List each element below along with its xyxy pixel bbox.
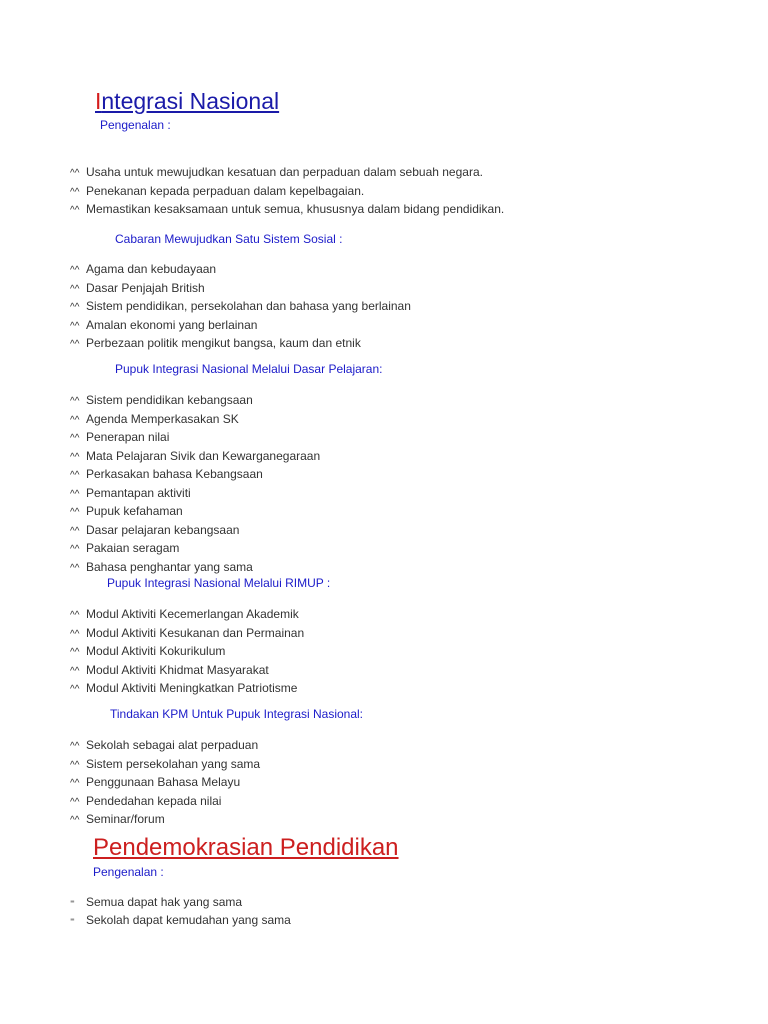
- list-item: ^^ Usaha untuk mewujudkan kesatuan dan perpaduan dalam sebuah negara.: [70, 164, 504, 183]
- intro-label-2: Pengenalan :: [93, 865, 164, 879]
- intro-list-2: [70, 894, 291, 929]
- bullet-mark: ⁼: [70, 898, 75, 908]
- list-item: ^^ Sistem persekolahan yang sama: [70, 756, 260, 775]
- bullet-mark: ^^: [70, 544, 80, 555]
- list-item: ⁼ Semua dapat hak yang sama: [70, 894, 291, 912]
- list-item: ^^ Dasar Penjajah British: [70, 280, 411, 299]
- section-title-pendemokrasian: Pendemokrasian Pendidikan: [93, 834, 399, 861]
- bullet-mark: ^^: [70, 265, 80, 276]
- bullet-mark: ^^: [70, 168, 80, 179]
- list-item: ^^ Penerapan nilai: [70, 429, 320, 448]
- list-item: ^^ Modul Aktiviti Meningkatkan Patriotisme: [70, 680, 304, 699]
- challenges-list: [70, 261, 411, 354]
- bullet-mark: ^^: [70, 339, 80, 350]
- list-item: ^^ Sekolah sebagai alat perpaduan: [70, 737, 260, 756]
- rimup-list: [70, 606, 304, 699]
- list-item: ^^ Perkasakan bahasa Kebangsaan: [70, 466, 320, 485]
- list-item: ^^ Modul Aktiviti Kesukanan dan Permainan: [70, 625, 304, 644]
- list-item: ^^ Sistem pendidikan, persekolahan dan bahasa yang berlainan: [70, 298, 411, 317]
- list-item: ^^ Penekanan kepada perpaduan dalam kepelbagaian.: [70, 183, 504, 202]
- list-item: ^^ Amalan ekonomi yang berlainan: [70, 317, 411, 336]
- bullet-mark: ^^: [70, 470, 80, 481]
- list-item: ^^ Pemantapan aktiviti: [70, 485, 320, 504]
- list-item: ^^ Penggunaan Bahasa Melayu: [70, 774, 260, 793]
- list-item: ^^ Memastikan kesaksamaan untuk semua, khususnya dalam bidang pendidikan.: [70, 201, 504, 220]
- list-item: ^^ Agama dan kebudayaan: [70, 261, 411, 280]
- bullet-mark: ^^: [70, 283, 80, 295]
- section-title-integrasi: [95, 88, 279, 114]
- bullet-mark: ^^: [70, 507, 80, 518]
- challenges-label: Cabaran Mewujudkan Satu Sistem Sosial :: [115, 232, 343, 246]
- list-item: ^^ Bahasa penghantar yang sama: [70, 559, 320, 578]
- intro-label: Pengenalan :: [100, 118, 171, 132]
- rimup-label: Pupuk Integrasi Nasional Melalui RIMUP :: [107, 576, 331, 590]
- kpm-list: [70, 737, 260, 830]
- bullet-mark: ^^: [70, 451, 80, 463]
- intro-list: [70, 164, 504, 220]
- bullet-mark: ^^: [70, 396, 80, 407]
- policy-label: Pupuk Integrasi Nasional Melalui Dasar Pelajaran:: [115, 362, 383, 376]
- list-item: ^^ Modul Aktiviti Khidmat Masyarakat: [70, 662, 304, 681]
- list-item: ^^ Perbezaan politik mengikut bangsa, kaum dan etnik: [70, 335, 411, 354]
- bullet-mark: ^^: [70, 488, 80, 500]
- bullet-mark: ^^: [70, 741, 80, 752]
- bullet-mark: ^^: [70, 815, 80, 826]
- bullet-mark: ^^: [70, 684, 80, 695]
- list-item: ^^ Seminar/forum: [70, 811, 260, 830]
- bullet-mark: ^^: [70, 778, 80, 789]
- list-item: ⁼ Sekolah dapat kemudahan yang sama: [70, 912, 291, 930]
- bullet-mark: ^^: [70, 205, 80, 216]
- list-item: ^^ Modul Aktiviti Kecemerlangan Akademik: [70, 606, 304, 625]
- policy-list: [70, 392, 320, 577]
- list-item: ^^ Dasar pelajaran kebangsaan: [70, 522, 320, 541]
- list-item: ^^ Pendedahan kepada nilai: [70, 793, 260, 812]
- bullet-mark: ^^: [70, 525, 80, 537]
- list-item: ^^ Agenda Memperkasakan SK: [70, 411, 320, 430]
- bullet-mark: ^^: [70, 414, 80, 426]
- list-item: ^^ Mata Pelajaran Sivik dan Kewarganegaraan: [70, 448, 320, 467]
- bullet-mark: ^^: [70, 796, 80, 808]
- bullet-mark: ^^: [70, 186, 80, 198]
- bullet-mark: ^^: [70, 610, 80, 621]
- title-first-letter: I: [95, 88, 102, 114]
- bullet-mark: ⁼: [70, 915, 75, 926]
- bullet-mark: ^^: [70, 647, 80, 658]
- list-item: ^^ Pupuk kefahaman: [70, 503, 320, 522]
- bullet-mark: ^^: [70, 759, 80, 771]
- kpm-label: Tindakan KPM Untuk Pupuk Integrasi Nasional:: [110, 707, 364, 721]
- bullet-mark: ^^: [70, 302, 80, 313]
- list-item: ^^ Pakaian seragam: [70, 540, 320, 559]
- bullet-mark: ^^: [70, 320, 80, 332]
- list-item: ^^ Modul Aktiviti Kokurikulum: [70, 643, 304, 662]
- bullet-mark: ^^: [70, 628, 80, 640]
- bullet-mark: ^^: [70, 433, 80, 444]
- list-item: ^^ Sistem pendidikan kebangsaan: [70, 392, 320, 411]
- bullet-mark: ^^: [70, 562, 80, 574]
- title-rest: ntegrasi Nasional: [101, 88, 280, 114]
- bullet-mark: ^^: [70, 665, 80, 677]
